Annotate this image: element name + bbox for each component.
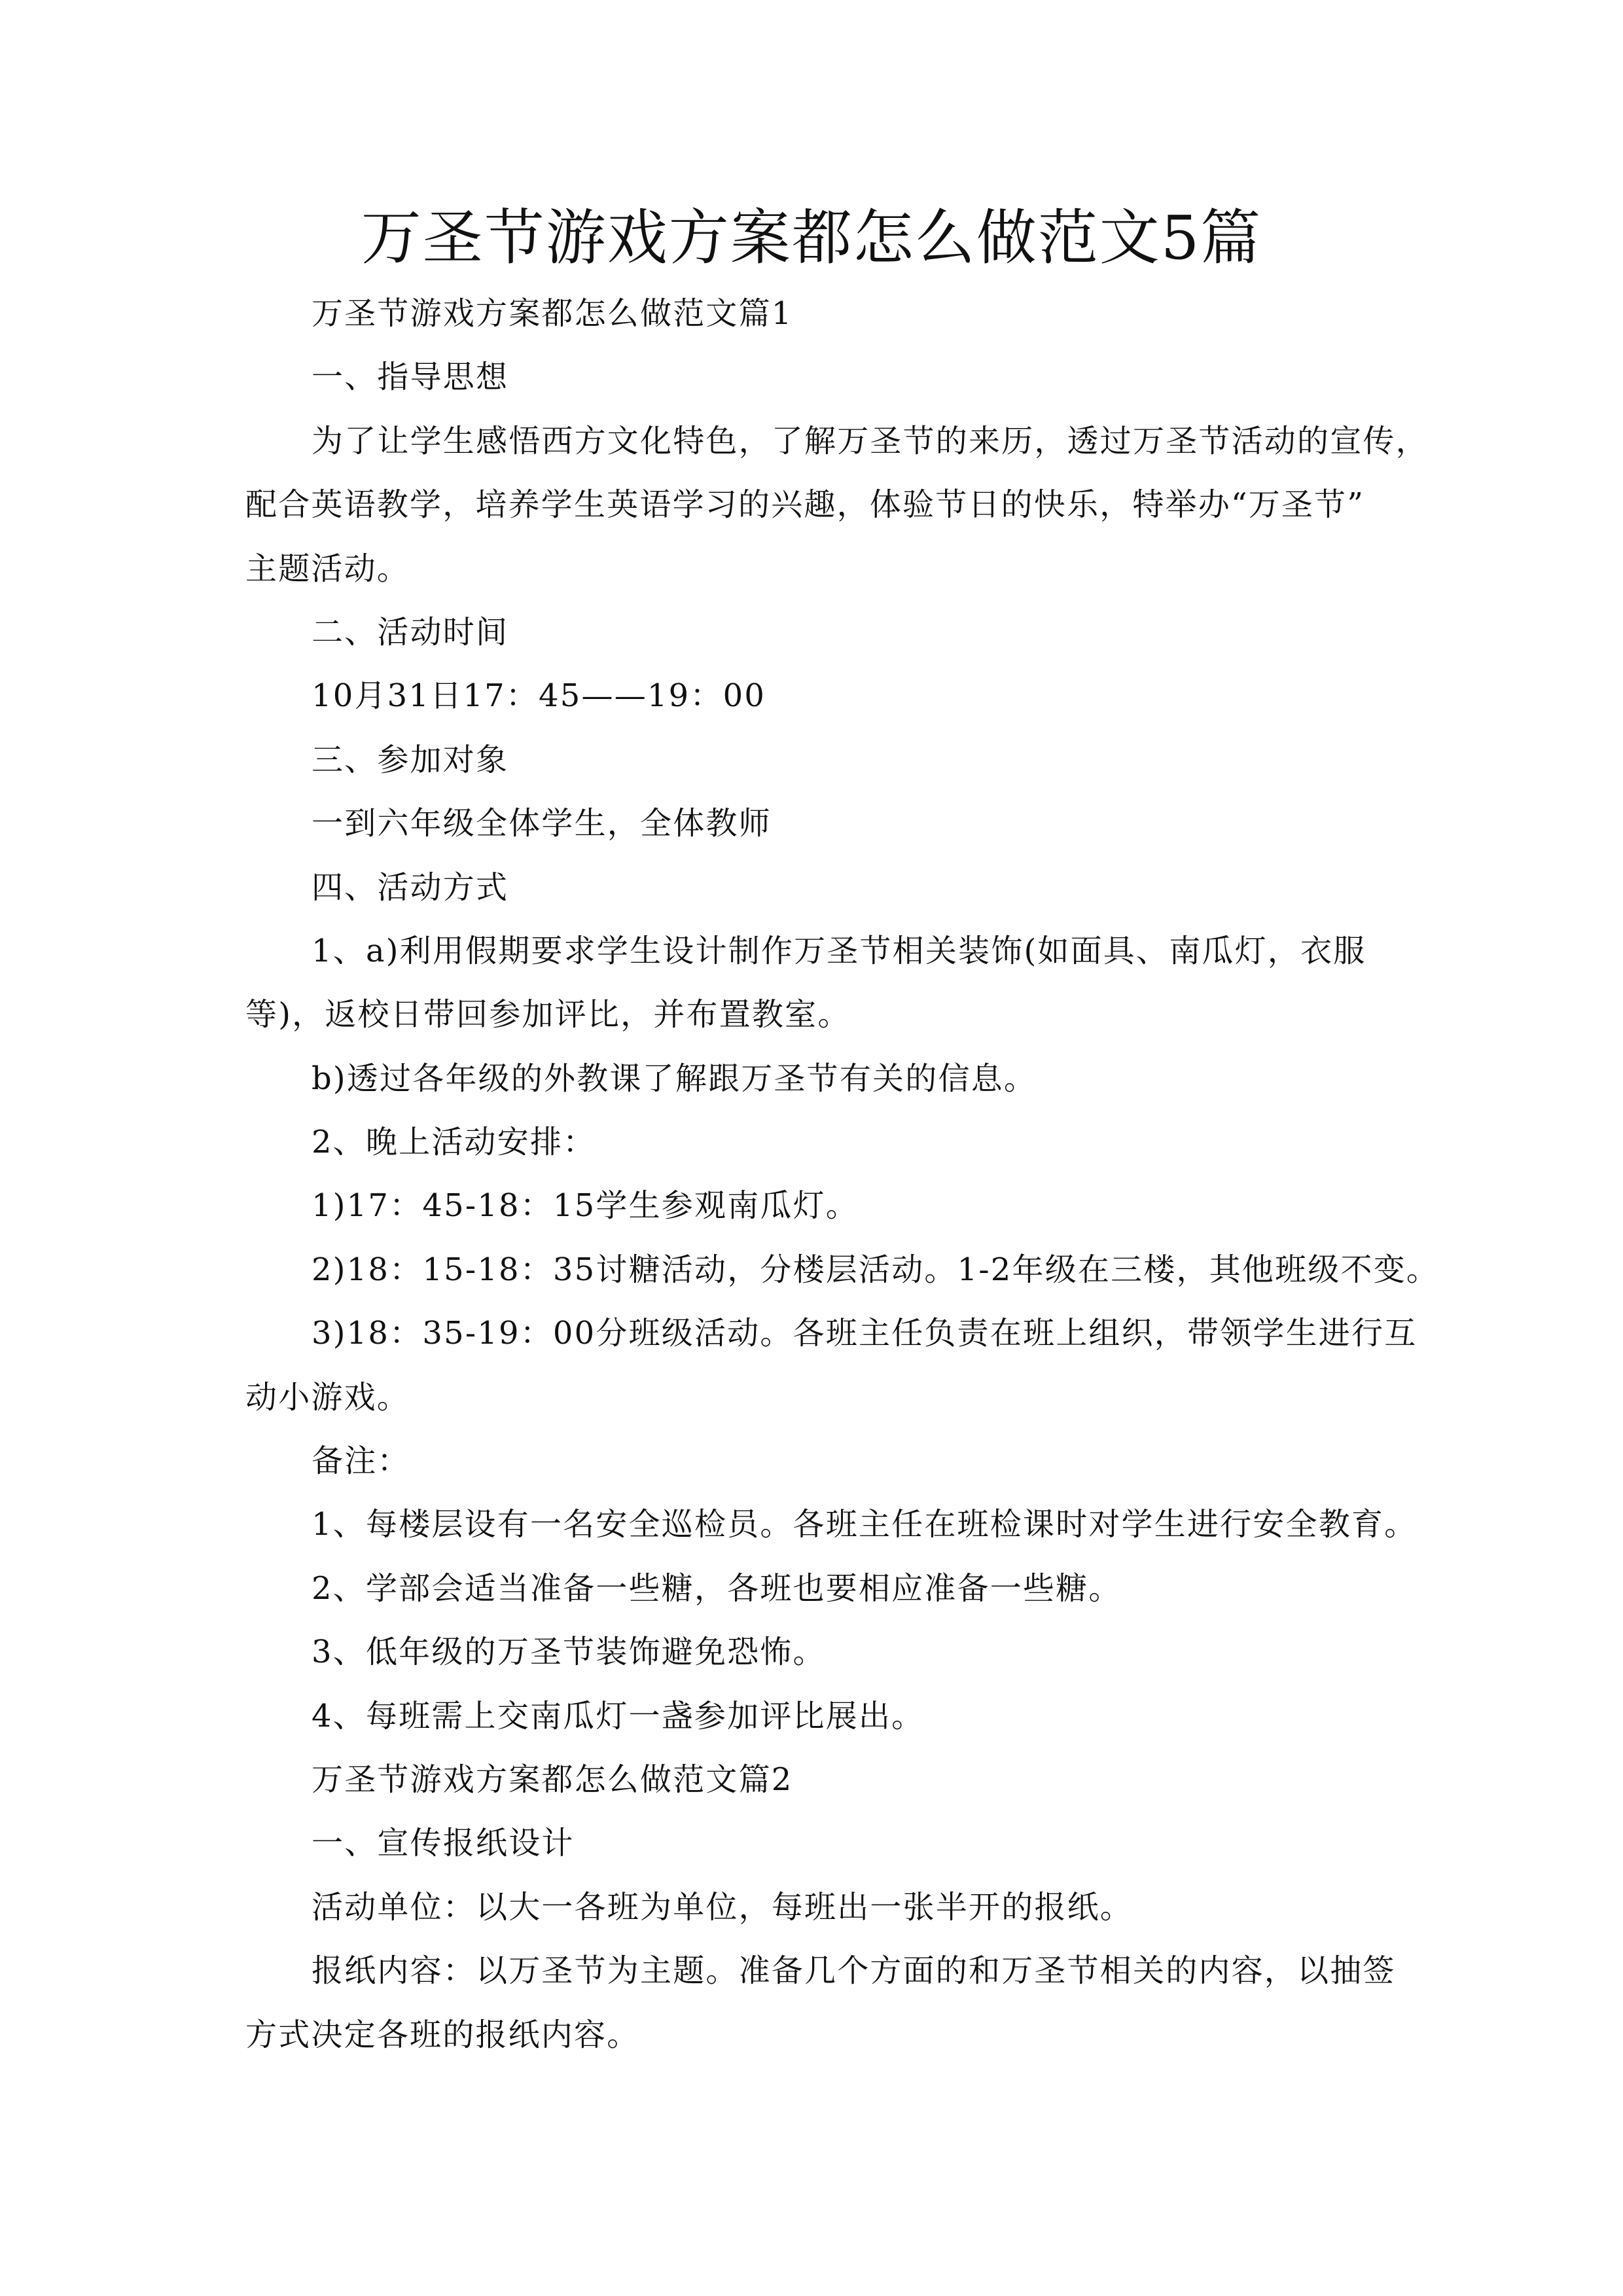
document-body <box>245 282 1440 2067</box>
text-line: 万圣节游戏方案都怎么做范文篇1 <box>312 295 793 332</box>
text-line: 2)18：15-18：35讨糖活动，分楼层活动。1-2年级在三楼，其他班级不变。 <box>312 1251 1440 1288</box>
text-line: 10月31日17：45——19：00 <box>312 677 766 715</box>
text-line: 活动单位：以大一各班为单位，每班出一张半开的报纸。 <box>312 1888 1133 1926</box>
text-line: 一、指导思想 <box>312 359 509 396</box>
text-line: 一、宣传报纸设计 <box>312 1825 575 1862</box>
text-line: 1)17：45-18：15学生参观南瓜灯。 <box>312 1187 859 1225</box>
text-line: 3)18：35-19：00分班级活动。各班主任负责在班上组织，带领学生进行互 <box>312 1315 1418 1352</box>
text-line: 备注： <box>312 1443 410 1480</box>
text-line: 二、活动时间 <box>312 613 509 651</box>
text-line: 一到六年级全体学生，全体教师 <box>312 805 772 842</box>
text-line: 报纸内容：以万圣节为主题。准备几个方面的和万圣节相关的内容，以抽签 <box>312 1952 1396 1990</box>
text-line: 三、参加对象 <box>312 741 509 778</box>
text-line: 4、每班需上交南瓜灯一盏参加评比展出。 <box>312 1697 925 1734</box>
text-line: 为了让学生感悟西方文化特色，了解万圣节的来历，透过万圣节活动的宣传， <box>312 422 1429 459</box>
text-line: 万圣节游戏方案都怎么做范文篇2 <box>312 1761 793 1798</box>
text-line: 等)，返校日带回参加评比，并布置教室。 <box>245 996 851 1033</box>
text-line: b)透过各年级的外教课了解跟万圣节有关的信息。 <box>312 1060 1037 1097</box>
text-line: 2、晚上活动安排： <box>312 1124 596 1161</box>
text-line: 主题活动。 <box>245 550 410 587</box>
text-line: 配合英语教学，培养学生英语学习的兴趣，体验节日的快乐，特举办“万圣节” <box>245 486 1365 524</box>
document-title: 万圣节游戏方案都怎么做范文5篇 <box>361 203 1262 273</box>
text-line: 1、每楼层设有一名安全巡检员。各班主任在班检课时对学生进行安全教育。 <box>312 1506 1418 1543</box>
text-line: 动小游戏。 <box>245 1378 410 1416</box>
text-line: 3、低年级的万圣节装饰避免恐怖。 <box>312 1634 826 1671</box>
text-line: 1、a)利用假期要求学生设计制作万圣节相关装饰(如面具、南瓜灯，衣服 <box>312 932 1366 969</box>
text-line: 四、活动方式 <box>312 869 509 906</box>
text-line: 2、学部会适当准备一些糖，各班也要相应准备一些糖。 <box>312 1570 1122 1607</box>
text-line: 方式决定各班的报纸内容。 <box>245 2016 640 2053</box>
